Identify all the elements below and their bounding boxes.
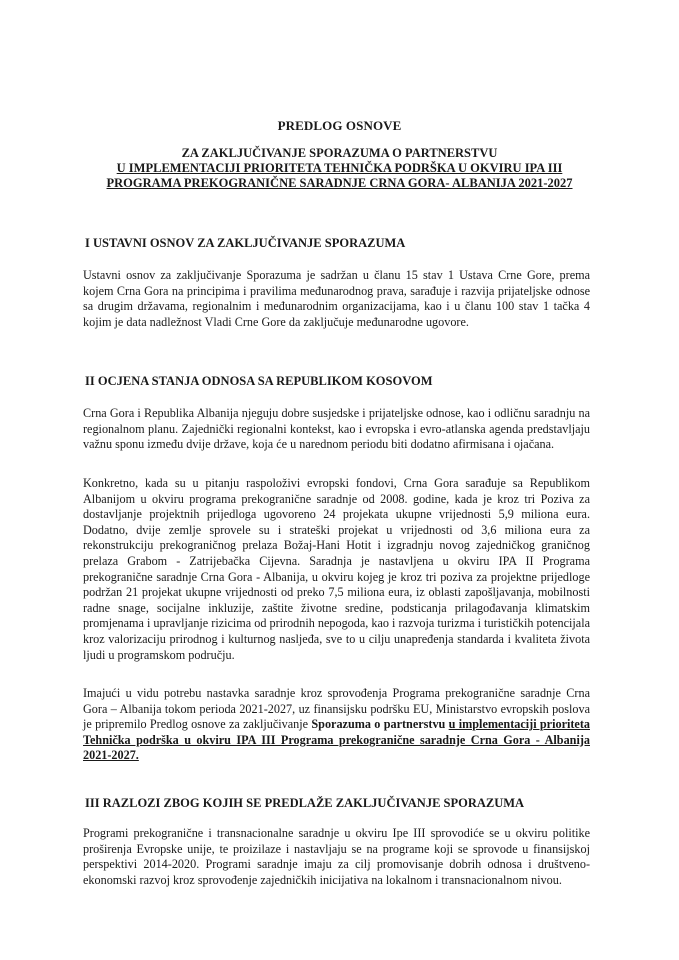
section-3-paragraph: Programi prekogranične i transnacionalne saradnje u okviru Ipe III sprovodiće se u okviru politike proširenja Evropske unije, te proizilaze i nastavljaju se na programe koji se sprovode u finansijskoj perspektivi 2014-2020. Programi saradnje imaju za cilj promovisanje dobrih odnosa i društveno-ekonomski razvoj kroz sprovođenje zajedničkih inicijativa na lokalnom i transnacionalnom nivou. (83, 826, 590, 887)
section-1-heading: I USTAVNI OSNOV ZA ZAKLJUČIVANJE SPORAZUMA (85, 236, 406, 250)
section-2-paragraph-3 (83, 686, 590, 764)
paragraph-3-intro: Imajući u vidu potrebu nastavka saradnje kroz sprovođenja Programa prekogranične saradnje Crna Gora – Albanija tokom perioda 2021-2027, uz finansijsku podršku EU, Ministarstvo evropskih poslova je pripremilo Predlog osnove za zaključivanje (83, 686, 590, 732)
section-2-heading: II OCJENA STANJA ODNOSA SA REPUBLIKOM KOSOVOM (85, 374, 433, 388)
section-2-paragraph-1: Crna Gora i Republika Albanija njeguju dobre susjedske i prijateljske odnose, kao i odličnu saradnju na regionalnom planu. Zajednički regionalni kontekst, kao i evropska i evro-atlanska agenda predstavljaju važnu sponu između dvije države, koja će u narednom periodu biti dodatno afirmisana i ojačana. (83, 406, 590, 452)
subtitle-line-3-text: PROGRAMA PREKOGRANIČNE SARADNJE CRNA GORA- ALBANIJA 2021-2027 (106, 176, 573, 190)
subtitle-line-2-text: U IMPLEMENTACIJI PRIORITETA TEHNIČKA PODRŠKA U OKVIRU IPA III (116, 161, 563, 175)
document-subtitle-line-2 (0, 161, 679, 176)
document-title: PREDLOG OSNOVE (277, 118, 402, 133)
section-1-paragraph: Ustavni osnov za zaključivanje Sporazuma je sadržan u članu 15 stav 1 Ustava Crne Gore, prema kojem Crna Gora na principima i pravilima međunarodnog prava, sarađuje i razvija prijateljske odnose sa drugim državama, regionalnim i međunarodnim organizacijama, kao i u članu 100 stav 1 tačka 4 kojim je data nadležnost Vladi Crne Gore da zaključuje međunarodne ugovore. (83, 268, 590, 329)
section-2-paragraph-2: Konkretno, kada su u pitanju raspoloživi evropski fondovi, Crna Gora sarađuje sa Republikom Albanijom u okviru programa prekogranične saradnje od 2008. godine, kada je kroz tri Poziva za dostavljanje projektnih prijedloga ugovoreno 24 projekata ukupne vrijednosti 5,9 miliona eura. Dodatno, dvije zemlje sprovele su i strateški projekat u vrijednosti od 3,6 miliona eura za rekonstrukciju prekograničnog prelaza Božaj-Hani Hotit i izgradnju novog zajedničkog graničnog prelaza Grabom - Zatrijebačka Cijevna. Saradnja je nastavljena u okviru IPA II Programa prekogranične saradnje Crna Gora - Albanija, u okviru kojeg je kroz tri poziva za projektne prijedloge podržan 21 projekat ukupne vrijednosti od preko 7,5 miliona eura, iz oblasti zapošljavanja, mobilnosti radne snage, socijalne inkluzije, zaštite životne sredine, podsticanja prilagođavanja klimatskim promjenama i upravljanje rizicima od prirodnih nepogoda, kao i razvoja turizma i turističkih potencijala kroz valorizaciju prirodnog i kulturnog nasljeđa, sve to u cilju unapređenja standarda i kvaliteta života ljudi u programskom području. (83, 476, 590, 662)
document-subtitle-line-1: ZA ZAKLJUČIVANJE SPORAZUMA O PARTNERSTVU (181, 146, 498, 160)
paragraph-3-bold-underlined: u implementaciji prioriteta Tehnička podrška u okviru IPA III Programa prekogranične saradnje Crna Gora - Albanija 2021-2027. (83, 717, 590, 763)
section-3-heading: III RAZLOZI ZBOG KOJIH SE PREDLAŽE ZAKLJUČIVANJE SPORAZUMA (85, 796, 525, 810)
document-subtitle-line-3 (0, 176, 679, 191)
paragraph-3-bold: Sporazuma o partnerstvu (311, 717, 449, 732)
